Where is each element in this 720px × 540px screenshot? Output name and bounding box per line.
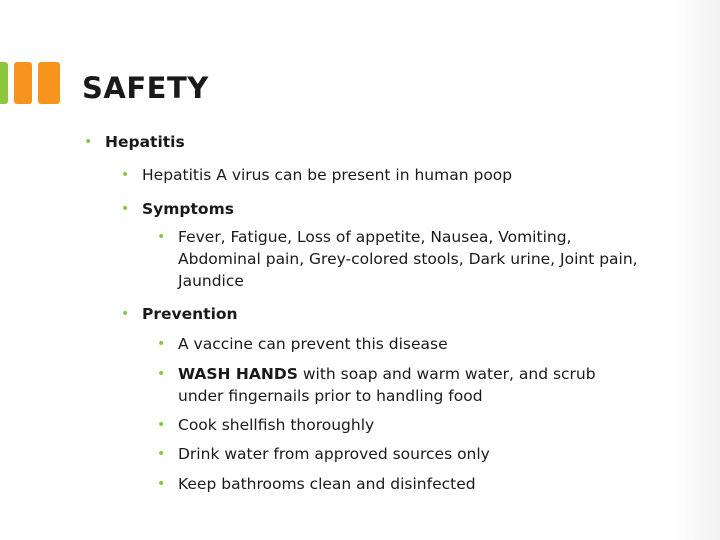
bullet-dot: •	[121, 201, 130, 217]
wash-hands-emphasis: WASH HANDS	[178, 365, 298, 383]
bullet-dot: •	[157, 229, 166, 245]
bullet-dot: •	[157, 366, 166, 382]
bullet-vaccine: A vaccine can prevent this disease	[178, 335, 448, 353]
background-shade	[672, 0, 720, 540]
bullet-dot: •	[157, 476, 166, 492]
bullet-dot: •	[84, 134, 93, 150]
bullet-dot: •	[121, 167, 130, 183]
bullet-virus: Hepatitis A virus can be present in human poop	[142, 166, 513, 184]
wash-hands-text: with soap and warm water, and scrub under fingernails prior to handling food	[178, 365, 596, 405]
accent-bar-orange	[14, 62, 32, 104]
bullet-prevention: Prevention	[142, 305, 238, 323]
bullet-dot: •	[157, 417, 166, 433]
accent-bar-orange-wide	[38, 62, 60, 104]
bullet-wash-hands	[178, 363, 633, 407]
bullet-dot: •	[157, 336, 166, 352]
slide-title: SAFETY	[82, 71, 209, 105]
bullet-dot: •	[121, 306, 130, 322]
accent-bar-green	[0, 62, 8, 104]
bullet-hepatitis: Hepatitis	[105, 133, 185, 151]
bullet-symptoms: Symptoms	[142, 200, 234, 218]
bullet-shellfish: Cook shellfish thoroughly	[178, 416, 375, 434]
bullet-bathrooms: Keep bathrooms clean and disinfected	[178, 475, 476, 493]
bullet-symptoms-list: Fever, Fatigue, Loss of appetite, Nausea, Vomiting, Abdominal pain, Grey-colored stools, Dark urine, Joint pain, Jaundice	[178, 228, 638, 290]
bullet-water: Drink water from approved sources only	[178, 445, 490, 463]
bullet-dot: •	[157, 446, 166, 462]
